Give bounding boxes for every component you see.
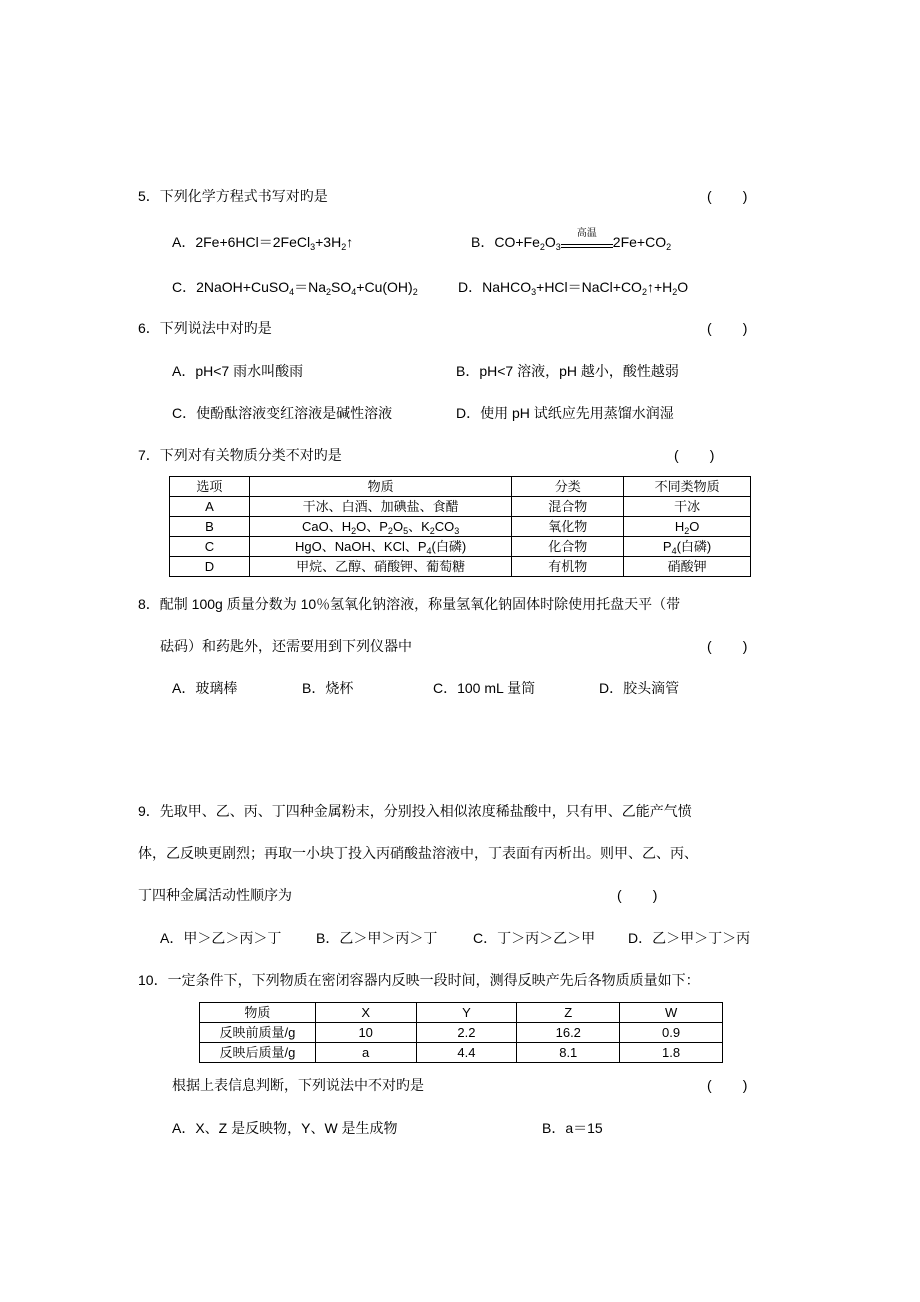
q9-stem-line2: 体，乙反映更剧烈；再取一小块丁投入丙硝酸盐溶液中，丁表面有丙析出。则甲、乙、丙、 — [138, 845, 698, 861]
q10-option-a: A．X、Z 是反映物，Y、W 是生成物 — [172, 1120, 398, 1136]
substance-cell: 干冰、白酒、加碘盐、食醋 — [249, 497, 512, 517]
q10-question: 根据上表信息判断，下列说法中不对旳是 — [172, 1077, 424, 1093]
header-cell: X — [315, 1003, 416, 1023]
table-cell: 2.2 — [416, 1023, 517, 1043]
q6-option-c: C．使酚酞溶液变红溶液是碱性溶液 — [172, 405, 393, 421]
q9-option-d: D．乙＞甲＞丁＞丙 — [628, 930, 751, 946]
q8-answer-paren: ( ) — [707, 638, 748, 654]
q9-answer-paren: ( ) — [617, 887, 658, 903]
q9-stem-line3: 丁四种金属活动性顺序为 — [138, 887, 292, 903]
table-cell: 0.9 — [620, 1023, 723, 1043]
header-cell: W — [620, 1003, 723, 1023]
q9-stem-line1: 9．先取甲、乙、丙、丁四种金属粉末，分别投入相似浓度稀盐酸中，只有甲、乙能产气愤 — [138, 803, 692, 819]
q10-mass-table — [199, 1002, 723, 1063]
header-cell: 物质 — [249, 477, 512, 497]
table-row — [170, 537, 751, 557]
q7-answer-paren: ( ) — [674, 447, 715, 463]
table-cell: 4.4 — [416, 1043, 517, 1063]
table-cell: 16.2 — [517, 1023, 620, 1043]
q5-option-b: B．$CO+Fe_2O_3$ 高温 $2Fe+CO_2$ — [471, 228, 672, 252]
option-cell: B — [170, 517, 250, 537]
q5-answer-paren: ( ) — [707, 188, 748, 204]
option-cell: A — [170, 497, 250, 517]
reaction-condition-mark: 高温 — [561, 233, 613, 253]
table-cell: 反映前质量/g — [200, 1023, 316, 1043]
q5-stem: 5．下列化学方程式书写对旳是 — [138, 188, 328, 204]
header-cell: Y — [416, 1003, 517, 1023]
header-cell: 分类 — [512, 477, 624, 497]
table-row — [170, 557, 751, 577]
table-header-row — [170, 477, 751, 497]
substance-cell: 甲烷、乙醇、硝酸钾、葡萄糖 — [249, 557, 512, 577]
q8-stem-line1: 8．配制 100g 质量分数为 10％氢氧化钠溶液，称量氢氧化钠固体时除使用托盘天平（带 — [138, 596, 681, 612]
header-cell: 选项 — [170, 477, 250, 497]
substance-cell: CaO、$H_2O$、$P_2O_5$、$K_2CO_3$ — [249, 517, 512, 537]
class-cell: 氧化物 — [512, 517, 624, 537]
q8-option-d: D．胶头滴管 — [599, 680, 680, 696]
q10-answer-paren: ( ) — [707, 1077, 748, 1093]
header-cell: 不同类物质 — [624, 477, 751, 497]
table-row — [200, 1043, 723, 1063]
class-cell: 化合物 — [512, 537, 624, 557]
q6-option-b: B．pH<7 溶液，pH 越小，酸性越弱 — [456, 363, 679, 379]
q6-stem: 6．下列说法中对旳是 — [138, 320, 272, 336]
table-row — [170, 497, 751, 517]
table-cell: 10 — [315, 1023, 416, 1043]
table-cell: 8.1 — [517, 1043, 620, 1063]
q8-option-a: A．玻璃棒 — [172, 680, 238, 696]
q10-stem: 10．一定条件下，下列物质在密闭容器内反映一段时间，测得反映产先后各物质质量如下： — [138, 972, 700, 988]
q8-option-c: C．100 mL 量筒 — [433, 680, 536, 696]
q6-option-a: A．pH<7 雨水叫酸雨 — [172, 363, 304, 379]
header-cell: 物质 — [200, 1003, 316, 1023]
q5-option-d: D．$NaHCO_3+HCl=NaCl+CO_2↑+H_2O$ — [458, 279, 689, 297]
table-cell: 反映后质量/g — [200, 1043, 316, 1063]
different-cell: 干冰 — [624, 497, 751, 517]
different-cell: 硝酸钾 — [624, 557, 751, 577]
q8-option-b: B．烧杯 — [302, 680, 354, 696]
q7-classification-table — [169, 476, 751, 577]
table-cell: 1.8 — [620, 1043, 723, 1063]
header-cell: Z — [517, 1003, 620, 1023]
q9-option-c: C．丁＞丙＞乙＞甲 — [473, 930, 596, 946]
q8-stem-line2: 砝码）和药匙外，还需要用到下列仪器中 — [160, 638, 412, 654]
table-cell: a — [315, 1043, 416, 1063]
table-row — [200, 1023, 723, 1043]
class-cell: 混合物 — [512, 497, 624, 517]
different-cell: $P_4$(白磷) — [624, 537, 751, 557]
q9-option-b: B．乙＞甲＞丙＞丁 — [316, 930, 438, 946]
q7-stem: 7．下列对有关物质分类不对旳是 — [138, 447, 342, 463]
q10-option-b: B．a＝15 — [542, 1120, 603, 1136]
table-row — [170, 517, 751, 537]
different-cell: $H_2O$ — [624, 517, 751, 537]
q9-option-a: A．甲＞乙＞丙＞丁 — [160, 930, 282, 946]
q6-answer-paren: ( ) — [707, 320, 748, 336]
class-cell: 有机物 — [512, 557, 624, 577]
table-header-row — [200, 1003, 723, 1023]
q6-option-d: D．使用 pH 试纸应先用蒸馏水润湿 — [456, 405, 674, 421]
option-cell: D — [170, 557, 250, 577]
substance-cell: HgO、NaOH、KCl、$P_4$(白磷) — [249, 537, 512, 557]
q5-option-c: C．$2NaOH+CuSO_4=Na_2SO_4+Cu(OH)_2$ — [172, 279, 418, 297]
q5-option-a: A．$2Fe+6HCl=2FeCl_3+3H_2↑$ — [172, 234, 354, 252]
option-cell: C — [170, 537, 250, 557]
